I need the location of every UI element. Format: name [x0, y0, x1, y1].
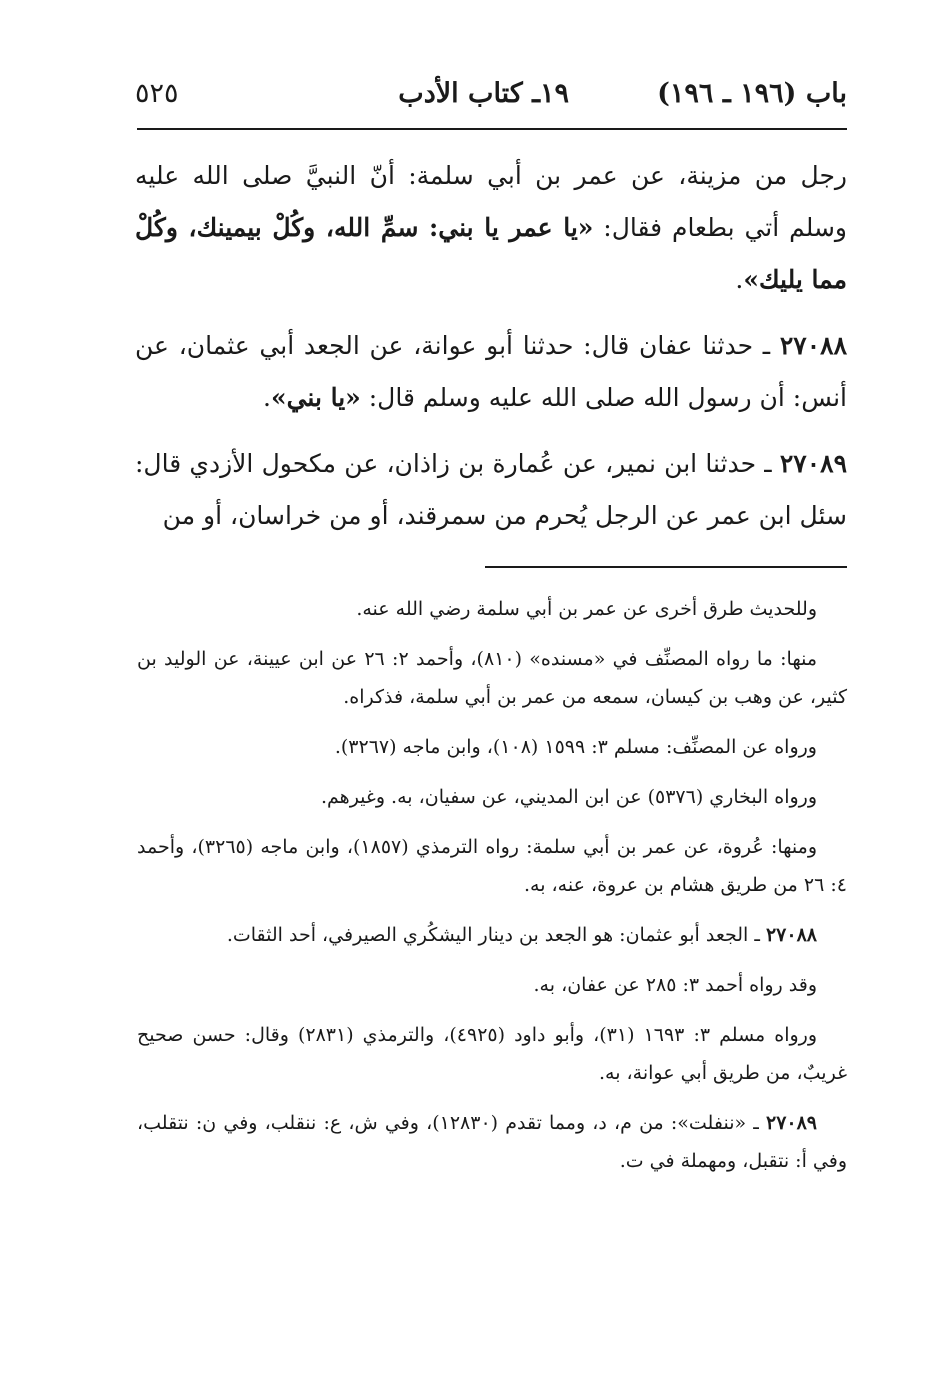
- paragraph-end: .: [735, 265, 744, 294]
- book-title: ١٩ـ كتاب الأدب: [398, 78, 569, 109]
- footnotes: [137, 590, 847, 1192]
- footnote-text: ـ الجعد أبو عثمان: هو الجعد بن دينار اليشكُري الصيرفي، أحد الثقات.: [226, 924, 766, 946]
- footnote-text: ـ «ننفلت»: من م، د، ومما تقدم (١٢٨٣٠)، وفي ش، ع: ننقلب، وفي ن: نتقلب، وفي أ: نتقبل، ومهملة في ت.: [137, 1112, 847, 1172]
- paragraph-continuation: [135, 150, 847, 306]
- footnote: ورواه عن المصنِّف: مسلم ٣: ١٥٩٩ (١٠٨)، وابن ماجه (٣٢٦٧).: [334, 736, 817, 758]
- footnote: ومنها: عُروة، عن عمر بن أبي سلمة: رواه الترمذي (١٨٥٧)، وابن ماجه (٣٢٦٥)، وأحمد ٤: ٢٦ من طريق هشام بن عروة، عنه، به.: [137, 836, 847, 896]
- hadith-number: ٢٧٠٨٩: [779, 449, 847, 478]
- header-divider: [137, 128, 847, 130]
- footnote-divider: [485, 566, 847, 568]
- footnote: منها: ما رواه المصنِّف في «مسنده» (٨١٠)، وأحمد ٢: ٢٦ عن ابن عيينة، عن الوليد بن كثير، عن وهب بن كيسان، سمعه من عمر بن أبي سلمة، فذكراه.: [137, 648, 847, 708]
- footnote-number: ٢٧٠٨٩: [765, 1112, 818, 1134]
- paragraph-text: ـ حدثنا عفان قال: حدثنا أبو عوانة، عن الجعد أبي عثمان، عن أنس: أن رسول الله صلى الله عليه وسلم قال:: [135, 331, 847, 412]
- footnote: وللحديث طرق أخرى عن عمر بن أبي سلمة رضي الله عنه.: [356, 598, 817, 620]
- hadith-number: ٢٧٠٨٨: [779, 331, 847, 360]
- page-number: ٥٢٥: [135, 78, 179, 109]
- chapter-reference: باب (١٩٦ ـ ١٩٦): [657, 78, 847, 109]
- hadith-27088: [135, 320, 847, 424]
- footnote-27088: [137, 916, 847, 954]
- footnote-number: ٢٧٠٨٨: [765, 924, 817, 946]
- paragraph-end: .: [262, 383, 271, 412]
- running-header: [135, 78, 847, 122]
- hadith-quote: «يا بني»: [270, 383, 361, 412]
- hadith-27089: [135, 438, 847, 542]
- footnote-27089: [137, 1104, 847, 1180]
- footnote: ورواه مسلم ٣: ١٦٩٣ (٣١)، وأبو داود (٤٩٢٥)، والترمذي (٢٨٣١) وقال: حسن صحيح غريبٌ، من طريق أبي عوانة، به.: [137, 1024, 847, 1084]
- paragraph-text: رجل من مزينة، عن عمر بن أبي سلمة: أنّ النبيَّ صلى الله عليه وسلم أتي بطعام فقال:: [135, 161, 848, 242]
- main-text: [135, 150, 847, 556]
- footnote: وقد رواه أحمد ٣: ٢٨٥ عن عفان، به.: [533, 974, 817, 996]
- hadith-quote: «يا عمر يا بني: سمِّ الله، وكُلْ بيمينك، وكُلْ مما يليك»: [135, 213, 847, 294]
- footnote: ورواه البخاري (٥٣٧٦) عن ابن المديني، عن سفيان، به. وغيرهم.: [320, 786, 817, 808]
- paragraph-text: ـ حدثنا ابن نمير، عن عُمارة بن زاذان، عن مكحول الأزدي قال: سئل ابن عمر عن الرجل يُحرم من سمرقند، أو من خراسان، أو من: [135, 449, 847, 530]
